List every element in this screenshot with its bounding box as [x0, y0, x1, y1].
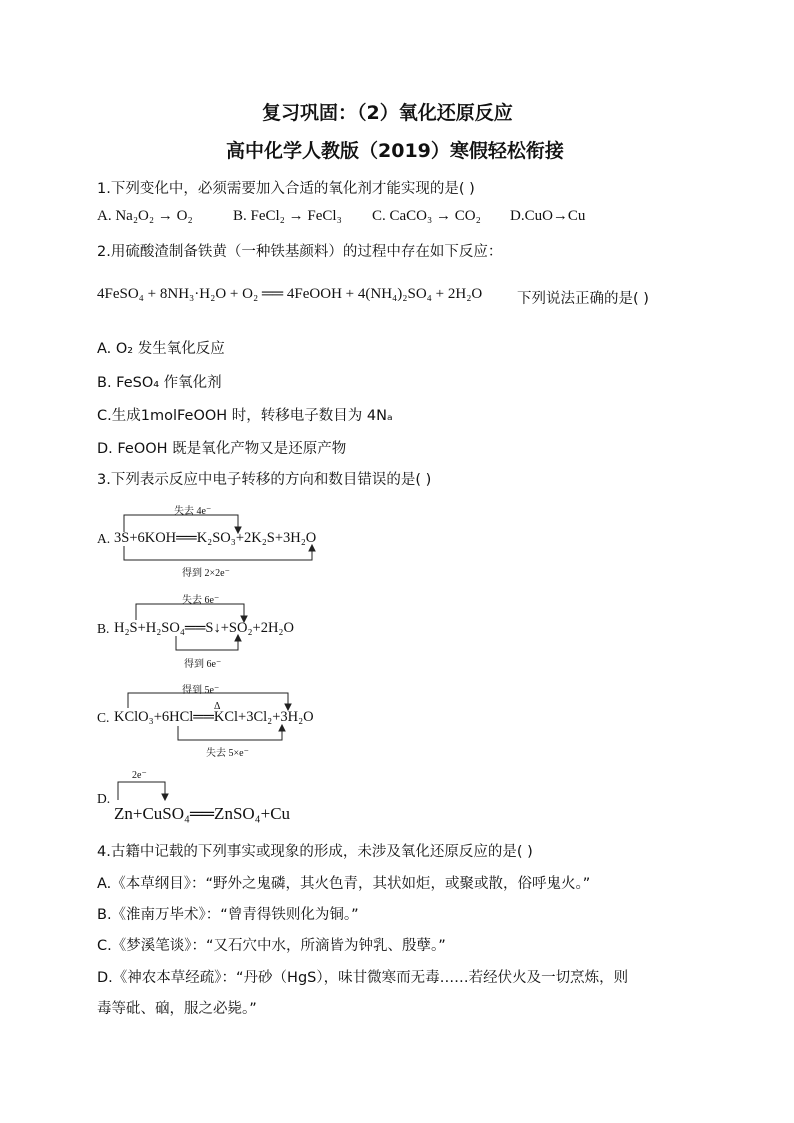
q3a-top-label: 失去 4e⁻: [174, 506, 212, 517]
q3d-top-label: 2e⁻: [132, 770, 147, 781]
q3c-equation: KClO₃+6HCl══KCl+3Cl₂+3H₂O: [114, 709, 314, 725]
q3b-bottom-bracket: [176, 636, 238, 650]
q1-option-d: D.CuO→Cu: [510, 208, 586, 224]
q3c-top-label: 得到 5e⁻: [182, 685, 220, 696]
q4-option-b: B.《淮南万毕术》：“曾青得铁则化为铜。”: [97, 907, 359, 923]
q1-option-c: C. CaCO₃ → CO₂: [372, 208, 481, 224]
q4-option-a: A.《本草纲目》：“野外之鬼磷，其火色青，其状如炬，或聚或散，俗呼鬼火。”: [97, 876, 591, 892]
q3c-delta: Δ: [214, 701, 221, 712]
q3c-bottom-bracket: [178, 726, 282, 740]
q3-stem: 3.下列表示反应中电子转移的方向和数目错误的是( ): [97, 472, 432, 488]
q3a-equation: 3S+6KOH══K₂SO₃+2K₂S+3H₂O: [114, 530, 317, 546]
q2-equation: 4FeSO₄ + 8NH₃·H₂O + O₂ ══ 4FeOOH + 4(NH₄)₂SO₄ + 2H₂O: [97, 286, 483, 302]
q3b-label: B.: [97, 621, 110, 636]
q3b-top-bracket: [136, 604, 244, 620]
q3c-bottom-label: 失去 5×e⁻: [206, 748, 249, 759]
q4-option-d-line2: 毒等砒、硇，服之必毙。”: [97, 1001, 257, 1017]
q3b-equation: H₂S+H₂SO₄══S↓+SO₂+2H₂O: [114, 620, 294, 636]
q2-stem: 2.用硫酸渣制备铁黄（一种铁基颜料）的过程中存在如下反应：: [97, 244, 503, 260]
q4-option-d-line1: D.《神农本草经疏》：“丹砂（HgS），味甘微寒而无毒……若经伏火及一切烹炼，则: [97, 970, 629, 986]
page-title: 复习巩固：（2）氧化还原反应: [262, 102, 513, 124]
q1-option-b: B. FeCl₂ → FeCl₃: [233, 208, 342, 224]
q3d-top-bracket: [118, 782, 165, 800]
q4-option-c: C.《梦溪笔谈》：“又石穴中水，所滴皆为钟乳、殷孽。”: [97, 938, 446, 954]
q2-option-d: D. FeOOH 既是氧化产物又是还原产物: [97, 441, 347, 457]
q3d-top-arrowhead: [162, 794, 168, 800]
page-subtitle: 高中化学人教版（2019）寒假轻松衔接: [226, 140, 564, 162]
q3a-bottom-label: 得到 2×2e⁻: [182, 568, 230, 579]
q2-option-b: B. FeSO₄ 作氧化剂: [97, 375, 222, 391]
q3a-label: A.: [97, 531, 111, 546]
q2-tail: 下列说法正确的是( ): [517, 291, 649, 307]
q4-stem: 4.古籍中记载的下列事实或现象的形成，未涉及氧化还原反应的是( ): [97, 844, 533, 860]
q3b-top-label: 失去 6e⁻: [182, 595, 220, 606]
q3b-bottom-label: 得到 6e⁻: [184, 659, 222, 670]
q1-option-a: A. Na₂O₂ → O₂: [97, 208, 193, 224]
q3a-bottom-bracket: [124, 546, 312, 560]
q3c-label: C.: [97, 710, 110, 725]
q1-stem: 1.下列变化中，必须需要加入合适的氧化剂才能实现的是( ): [97, 181, 475, 197]
q2-option-c: C.生成1molFeOOH 时，转移电子数目为 4Nₐ: [97, 408, 393, 424]
q3d-label: D.: [97, 791, 111, 806]
q2-option-a: A. O₂ 发生氧化反应: [97, 341, 225, 357]
q3d-equation: Zn+CuSO₄══ZnSO₄+Cu: [114, 804, 291, 823]
